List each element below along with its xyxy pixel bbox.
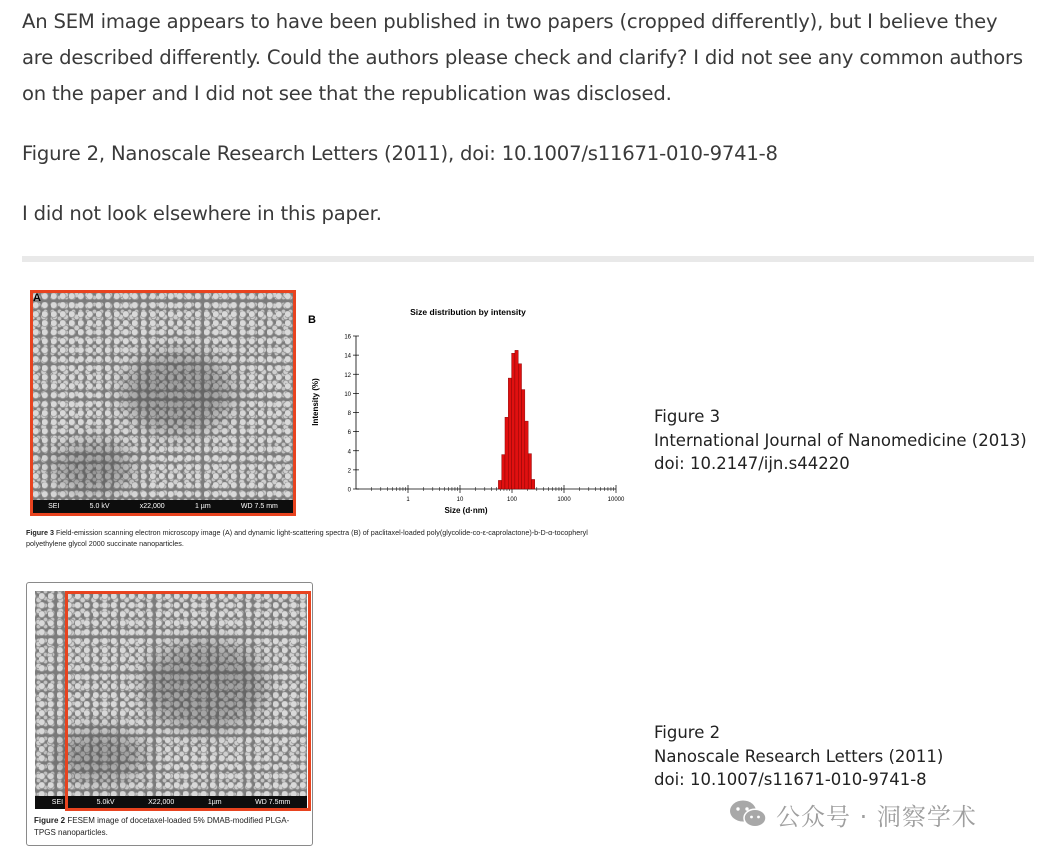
- figure3-caption: [26, 527, 626, 549]
- panel-a-label: A: [33, 292, 41, 304]
- y-tick-label: 10: [344, 391, 351, 398]
- histogram-bar: [508, 378, 511, 489]
- figure-reference: Figure 2, Nanoscale Research Letters (2011), doi: 10.1007/s11671-010-9741-8: [22, 142, 778, 165]
- x-tick-label: 1: [406, 497, 410, 503]
- figure3-citation: [654, 405, 1027, 476]
- figure3-image: [26, 288, 626, 560]
- histogram-bar: [502, 455, 505, 489]
- y-tick-label: 4: [347, 449, 351, 456]
- not-elsewhere-note: I did not look elsewhere in this paper.: [22, 202, 382, 225]
- figure2-image: [26, 582, 313, 846]
- figure2-caption-label: Figure 2: [34, 816, 66, 825]
- figure2-citation-journal: Nanoscale Research Letters (2011): [654, 746, 944, 766]
- watermark: [728, 796, 977, 832]
- histogram-bar: [515, 350, 518, 489]
- figure3-citation-label: Figure 3: [654, 407, 721, 426]
- figure2-caption: [34, 815, 309, 839]
- sem-b-working-distance: WD 7.5mm: [255, 799, 291, 806]
- intro-paragraph: An SEM image appears to have been published in two papers (cropped differently), but I believe they are described differently. Could the authors please check and clarify? I did not see any common authors on the paper and I did not see that the republication was disclosed.: [22, 10, 1023, 105]
- x-tick-label: 10000: [607, 497, 625, 503]
- figure2-caption-text: FESEM image of docetaxel-loaded 5% DMAB-modified PLGA-TPGS nanoparticles.: [34, 816, 290, 837]
- divider: [22, 256, 1034, 262]
- histogram-bar: [498, 480, 501, 489]
- figure3-citation-journal: International Journal of Nanomedicine (2013): [654, 430, 1027, 450]
- figure2-citation-label: Figure 2: [654, 723, 721, 742]
- x-tick-label: 1000: [557, 497, 571, 503]
- sem-a-scale: 1 µm: [194, 503, 211, 510]
- sem-b-detector: SEI: [51, 799, 64, 806]
- histogram-bar: [522, 390, 525, 489]
- histogram-bar: [505, 417, 508, 489]
- chart-axes: [344, 335, 625, 504]
- chart-xlabel: Size (d·nm): [444, 506, 488, 515]
- y-tick-label: 12: [344, 372, 351, 379]
- chart-ylabel: Intensity (%): [311, 378, 320, 426]
- histogram-bar: [525, 421, 528, 489]
- panel-b-label: B: [308, 314, 316, 326]
- x-tick-label: 10: [456, 497, 464, 503]
- y-tick-label: 14: [344, 353, 351, 360]
- sem-a-detector: SEI: [48, 503, 60, 510]
- y-tick-label: 8: [347, 411, 351, 417]
- x-tick-label: 100: [506, 497, 518, 503]
- highlight-box: [65, 591, 311, 811]
- histogram-bar: [518, 364, 521, 489]
- sem-b-scale: 1µm: [207, 799, 222, 806]
- figure3-caption-text: Field-emission scanning electron microscopy image (A) and dynamic light-scattering spectra (B) of paclitaxel-loaded poly(glycolide-co-ε-caprolactone)-b-D-α-tocopheryl polyethylene glycol 2000 succinate nanoparticles.: [26, 528, 588, 548]
- sem-b-magnification: X22,000: [148, 799, 175, 806]
- histogram-bar: [531, 479, 534, 489]
- chart-bars: [498, 350, 534, 489]
- sem-a-magnification: x22,000: [139, 503, 165, 510]
- sem-a-info-bar: [33, 500, 293, 513]
- y-tick-label: 6: [347, 430, 351, 437]
- figure2-citation: [654, 721, 943, 792]
- y-tick-label: 16: [344, 334, 351, 341]
- figure3-citation-doi: doi: 10.2147/ijn.s44220: [654, 454, 850, 473]
- sem-a-working-distance: WD 7.5 mm: [240, 503, 278, 510]
- y-tick-label: 0: [347, 487, 351, 494]
- chart-title: Size distribution by intensity: [410, 307, 526, 317]
- histogram-bar: [528, 454, 531, 489]
- figure2-citation-doi: doi: 10.1007/s11671-010-9741-8: [654, 770, 927, 789]
- histogram-bar: [512, 353, 515, 489]
- figure3-caption-label: Figure 3: [26, 528, 54, 537]
- sem-a-voltage: 5.0 kV: [89, 503, 110, 510]
- watermark-text: 公众号 · 洞察学术: [776, 802, 977, 831]
- sem-image-a: [30, 290, 296, 516]
- wechat-icon: [728, 799, 768, 829]
- size-distribution-chart: [304, 302, 626, 524]
- y-tick-label: 2: [347, 468, 351, 475]
- sem-b-voltage: 5.0kV: [96, 799, 115, 806]
